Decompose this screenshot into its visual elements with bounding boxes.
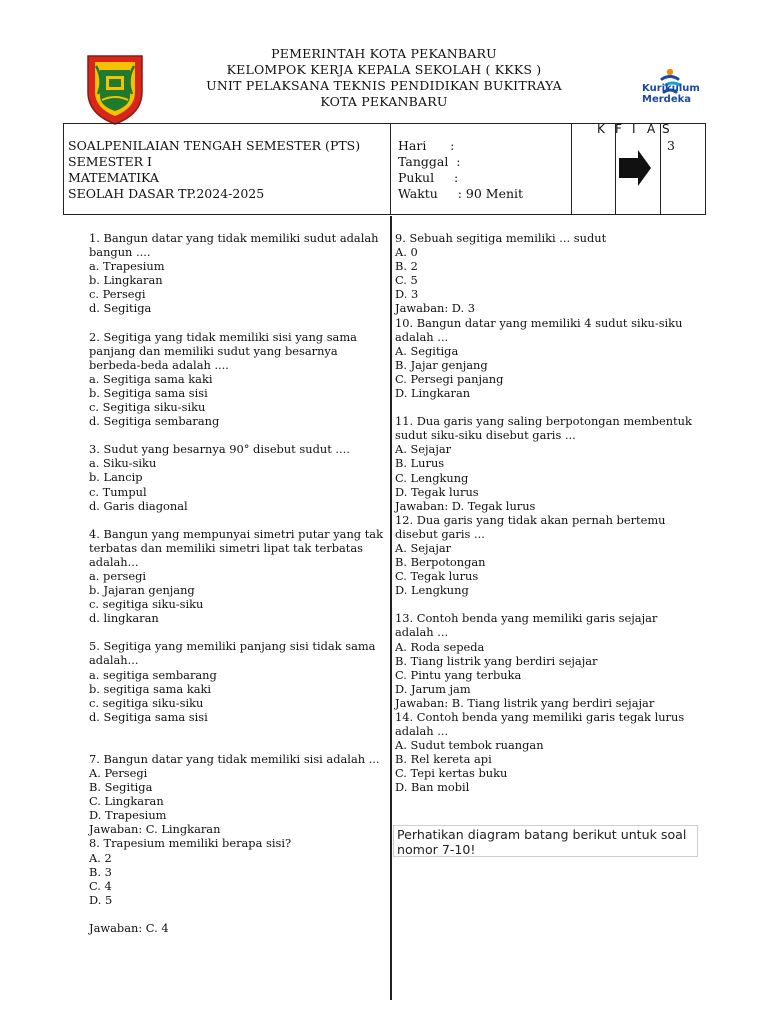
arrow-right-icon [618,148,652,188]
question-line: D. Lengkung [395,583,469,598]
question-line: b. Lancip [89,470,143,485]
question-line: adalah... [89,653,139,668]
question-line: B. Tiang listrik yang berdiri sejajar [395,653,598,668]
header-line-1: PEMERINTAH KOTA PEKANBARU [271,46,497,61]
kfias-a: A [647,122,656,136]
merdeka-label: Merdeka [642,94,692,105]
question-line: b. Lingkaran [89,273,163,288]
question-line: b. Segitiga sama sisi [89,385,208,400]
question-line: c. segitiga siku-siku [89,597,204,612]
question-line: terbatas dan memiliki simetri lipat tak terbatas [89,540,363,555]
question-line: adalah ... [395,329,449,344]
question-line: C. Lingkaran [89,794,164,809]
question-line: c. Segitiga siku-siku [89,400,206,415]
hari-field: Hari : [398,138,455,153]
question-line: A. Segitiga [395,343,459,358]
question-line: B. 2 [395,259,418,274]
question-line: 2. Segitiga yang tidak memiliki sisi yang sama [89,329,357,344]
bar-chart-note: Perhatikan diagram batang berikut untuk soal nomor 7-10! [393,825,698,857]
question-line: B. 3 [89,864,112,879]
question-line: 4. Bangun yang mempunyai simetri putar yang tak [89,526,383,541]
info-divider-3 [615,123,616,215]
question-line: D. Jarum jam [395,681,471,696]
question-line: 5. Segitiga yang memiliki panjang sisi tidak sama [89,639,376,654]
tanggal-field: Tanggal : [398,154,461,169]
question-line: B. Lurus [395,456,445,471]
header-line-4: KOTA PEKANBARU [320,94,448,109]
question-line: C. Tegak lurus [395,569,479,584]
question-line: C. 4 [89,878,112,893]
question-line: panjang dan memiliki sudut yang besarnya [89,343,338,358]
question-line: 7. Bangun datar yang tidak memiliki sisi adalah ... [89,751,380,766]
question-line: Jawaban: C. Lingkaran [89,822,221,837]
question-line [395,597,692,611]
question-line: c. Persegi [89,287,146,302]
question-line: B. Jajar genjang [395,357,488,372]
question-line: d. Segitiga [89,301,152,316]
question-line: B. Rel kereta api [395,752,492,767]
question-line: D. Lingkaran [395,386,471,401]
question-line: Jawaban: B. Tiang listrik yang berdiri sejajar [395,695,655,710]
question-line: Jawaban: D. Tegak lurus [395,498,536,513]
kfias-k: K [597,122,605,136]
question-line [89,724,383,738]
question-line: C. Lengkung [395,470,469,485]
kurikulum-label: Kurikulum [642,83,700,94]
question-line [89,738,383,752]
question-line: b. segitiga sama kaki [89,681,212,696]
question-line: A. Sudut tembok ruangan [395,738,544,753]
exam-title: SOALPENILAIAN TENGAH SEMESTER (PTS) [68,138,361,153]
question-line: sudut siku-siku disebut garis ... [395,428,576,443]
question-line: 14. Contoh benda yang memiliki garis tegak lurus [395,710,685,724]
question-line: d. Segitiga sembarang [89,414,220,429]
question-line [395,400,692,414]
question-line: a. persegi [89,568,147,583]
question-line: c. segitiga siku-siku [89,695,204,710]
question-line: a. Trapesium [89,259,165,274]
question-line: C. 5 [395,273,418,288]
question-line: d. lingkaran [89,611,159,626]
info-divider-1 [390,123,391,215]
question-line: A. Sejajar [395,442,452,457]
question-line: 13. Contoh benda yang memiliki garis sejajar [395,611,658,626]
info-divider-2 [571,123,572,215]
question-line [89,625,383,639]
column-divider [390,216,392,1000]
question-line: C. Persegi panjang [395,371,504,386]
question-line [89,513,383,527]
question-line: d. Segitiga sama sisi [89,709,208,724]
question-line: c. Tumpul [89,484,147,499]
question-line: adalah ... [395,625,449,640]
question-line [89,907,383,921]
question-line: d. Garis diagonal [89,498,188,513]
info-divider-4 [660,123,661,215]
question-line: A. Sejajar [395,540,452,555]
question-line: 11. Dua garis yang saling berpotongan membentuk [395,414,692,429]
question-line: A. 2 [89,850,112,865]
waktu-field: Waktu : 90 Menit [398,186,524,201]
question-line: bangun .... [89,245,151,260]
question-line: adalah... [89,554,139,569]
question-line: 10. Bangun datar yang memiliki 4 sudut siku-siku [395,315,683,330]
question-line: berbeda-beda adalah .... [89,357,229,372]
question-line: adalah ... [395,724,449,739]
exam-school-year: SEOLAH DASAR TP.2024-2025 [68,186,265,201]
question-line: Jawaban: D. 3 [395,301,475,316]
kfias-i: I [632,122,636,136]
kfias-s: S [662,122,670,136]
question-line [89,428,383,442]
question-line: B. Segitiga [89,780,153,795]
question-line: D. Tegak lurus [395,484,479,499]
question-line: Jawaban: C. 4 [89,920,169,935]
kfias-f: F [615,122,622,136]
pukul-field: Pukul : [398,170,459,185]
exam-subject: MATEMATIKA [68,170,159,185]
kfias-number: 3 [667,138,675,153]
question-line: C. Tepi kertas buku [395,766,508,781]
question-line: D. Trapesium [89,808,167,823]
question-line: b. Jajaran genjang [89,583,195,598]
header-line-2: KELOMPOK KERJA KEPALA SEKOLAH ( KKKS ) [226,62,542,77]
question-line: 3. Sudut yang besarnya 90° disebut sudut .... [89,442,350,457]
question-line: 12. Dua garis yang tidak akan pernah bertemu [395,512,666,527]
question-line: A. Roda sepeda [395,639,485,654]
question-line: D. Ban mobil [395,780,470,795]
left-question-column [89,231,383,935]
question-line: 9. Sebuah segitiga memiliki ... sudut [395,231,607,245]
question-line: D. 5 [89,892,113,907]
question-line [89,316,383,330]
question-line: A. Persegi [89,766,148,780]
question-line: disebut garis ... [395,526,485,541]
header-line-3: UNIT PELAKSANA TEKNIS PENDIDIKAN BUKITRAYA [206,78,562,93]
kurikulum-merdeka-wordmark [642,83,700,105]
exam-semester: SEMESTER I [68,154,152,169]
right-question-column [395,231,692,795]
question-line: 1. Bangun datar yang tidak memiliki sudut adalah [89,231,379,245]
question-line: a. Segitiga sama kaki [89,371,213,386]
question-line: C. Pintu yang terbuka [395,667,522,682]
question-line: A. 0 [395,245,418,260]
question-line: a. segitiga sembarang [89,667,217,682]
question-line: B. Berpotongan [395,555,486,570]
question-line: a. Siku-siku [89,456,157,471]
question-line: D. 3 [395,287,419,302]
question-line: 8. Trapesium memiliki berapa sisi? [89,836,292,851]
